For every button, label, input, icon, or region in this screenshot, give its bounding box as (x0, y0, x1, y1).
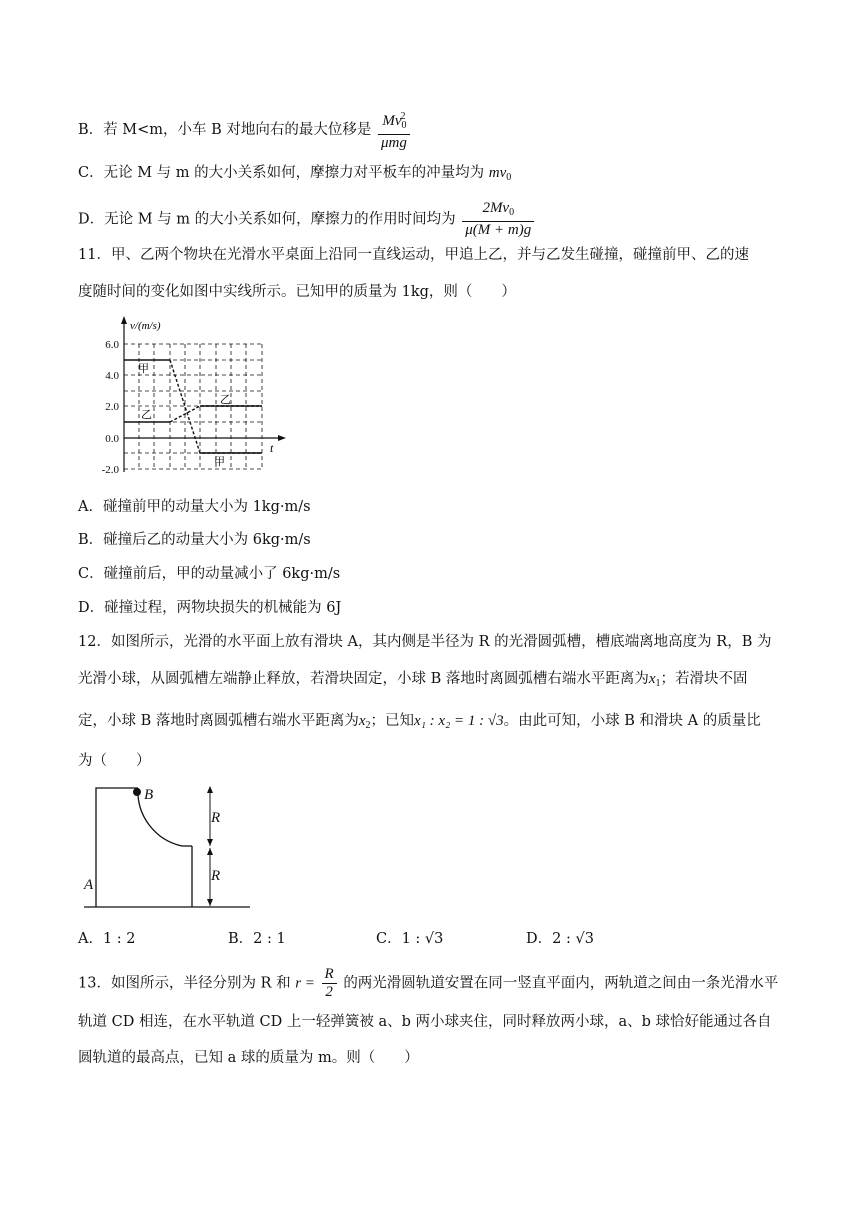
q12-option-d: D．2 : √3 (526, 931, 594, 947)
q10-option-d (78, 200, 536, 239)
label-jia-before: 甲 (138, 363, 149, 375)
x-axis-label: t (270, 441, 274, 455)
q10-option-c (78, 163, 511, 188)
y-tick-4: 4.0 (105, 370, 119, 382)
q13-stem-line1: 13．如图所示，半径分别为 R 和 r = $\frac{R}{2}$ 的两光滑圆轨道安置在同一竖直平面内，两轨道之间由一条光滑水平 (78, 966, 779, 1000)
q11-option-d: D．碰撞过程，两物块损失的机械能为 6J (78, 600, 342, 616)
y-tick-6: 6.0 (105, 339, 119, 351)
q12-stem-line1: 12．如图所示，光滑的水平面上放有滑块 A，其内侧是半径为 R 的光滑圆弧槽，槽底端离地高度为 R，B 为 (78, 634, 772, 650)
q11-option-a: A．碰撞前甲的动量大小为 1kg·m/s (78, 499, 311, 515)
label-r-upper: R (211, 810, 221, 826)
label-yi-before: 乙 (141, 409, 152, 421)
q11-stem-line1: 11．甲、乙两个物块在光滑水平桌面上沿同一直线运动，甲追上乙，并与乙发生碰撞，碰撞前甲、乙的速 (78, 247, 749, 263)
q12-option-b: B．2 : 1 (228, 931, 286, 947)
q13-stem-line3: 圆轨道的最高点，已知 a 球的质量为 m。则（ ） (78, 1050, 419, 1066)
y-axis-label: v/(m/s) (130, 320, 161, 332)
q12-option-a: A．1 : 2 (78, 931, 136, 947)
q10-option-d-fraction: $\frac{2Mv_0}{\mu(M + m)g}$ (462, 200, 534, 239)
q10-option-c-text: C．无论 M 与 m 的大小关系如何，摩擦力对平板车的冲量均为 (78, 165, 485, 181)
label-b: B (144, 787, 154, 803)
q12-options (78, 929, 778, 951)
q10-option-b-fraction: $\frac{Mv_0^2}{\text{μmg}}$ (378, 108, 410, 152)
y-tick-0: 0.0 (105, 433, 119, 445)
q11-option-b: B．碰撞后乙的动量大小为 6kg·m/s (78, 532, 311, 548)
q12-stem-line4: 为（ ） (78, 753, 151, 769)
label-yi-after: 乙 (220, 394, 231, 406)
label-r-lower: R (211, 868, 221, 884)
label-jia-after: 甲 (214, 456, 225, 468)
y-tick-neg2: -2.0 (101, 464, 119, 476)
q10-option-b-text: B．若 M<m，小车 B 对地向右的最大位移是 (78, 122, 372, 138)
q10-option-b (78, 108, 412, 152)
q12-option-c: C．1 : √3 (376, 931, 444, 947)
q13-stem-line2: 轨道 CD 相连，在水平轨道 CD 上一轻弹簧被 a、b 两小球夹住，同时释放两小球，a、b 球恰好能通过各自 (78, 1014, 772, 1030)
q11-option-c: C．碰撞前后，甲的动量减小了 6kg·m/s (78, 566, 341, 582)
q10-option-c-math: $mv_0$ (488, 165, 512, 183)
y-tick-2: 2.0 (105, 401, 119, 413)
q12-slider-figure (78, 780, 258, 916)
label-a: A (84, 877, 94, 893)
q10-option-d-text: D．无论 M 与 m 的大小关系如何，摩擦力的作用时间均为 (78, 211, 456, 228)
q12-stem-line2: 光滑小球，从圆弧槽左端静止释放，若滑块固定，小球 B 落地时离圆弧槽右端水平距离为$x_1$；若滑块不固 (78, 671, 748, 689)
q11-stem-line2: 度随时间的变化如图中实线所示。已知甲的质量为 1kg，则（ ） (78, 284, 516, 300)
q12-stem-line3: 定，小球 B 落地时离圆弧槽右端水平距离为$x_2$；已知x₁ : x₂ = 1 : √3。由此可知，小球 B 和滑块 A 的质量比 (78, 713, 761, 731)
q11-velocity-time-graph (86, 314, 296, 476)
